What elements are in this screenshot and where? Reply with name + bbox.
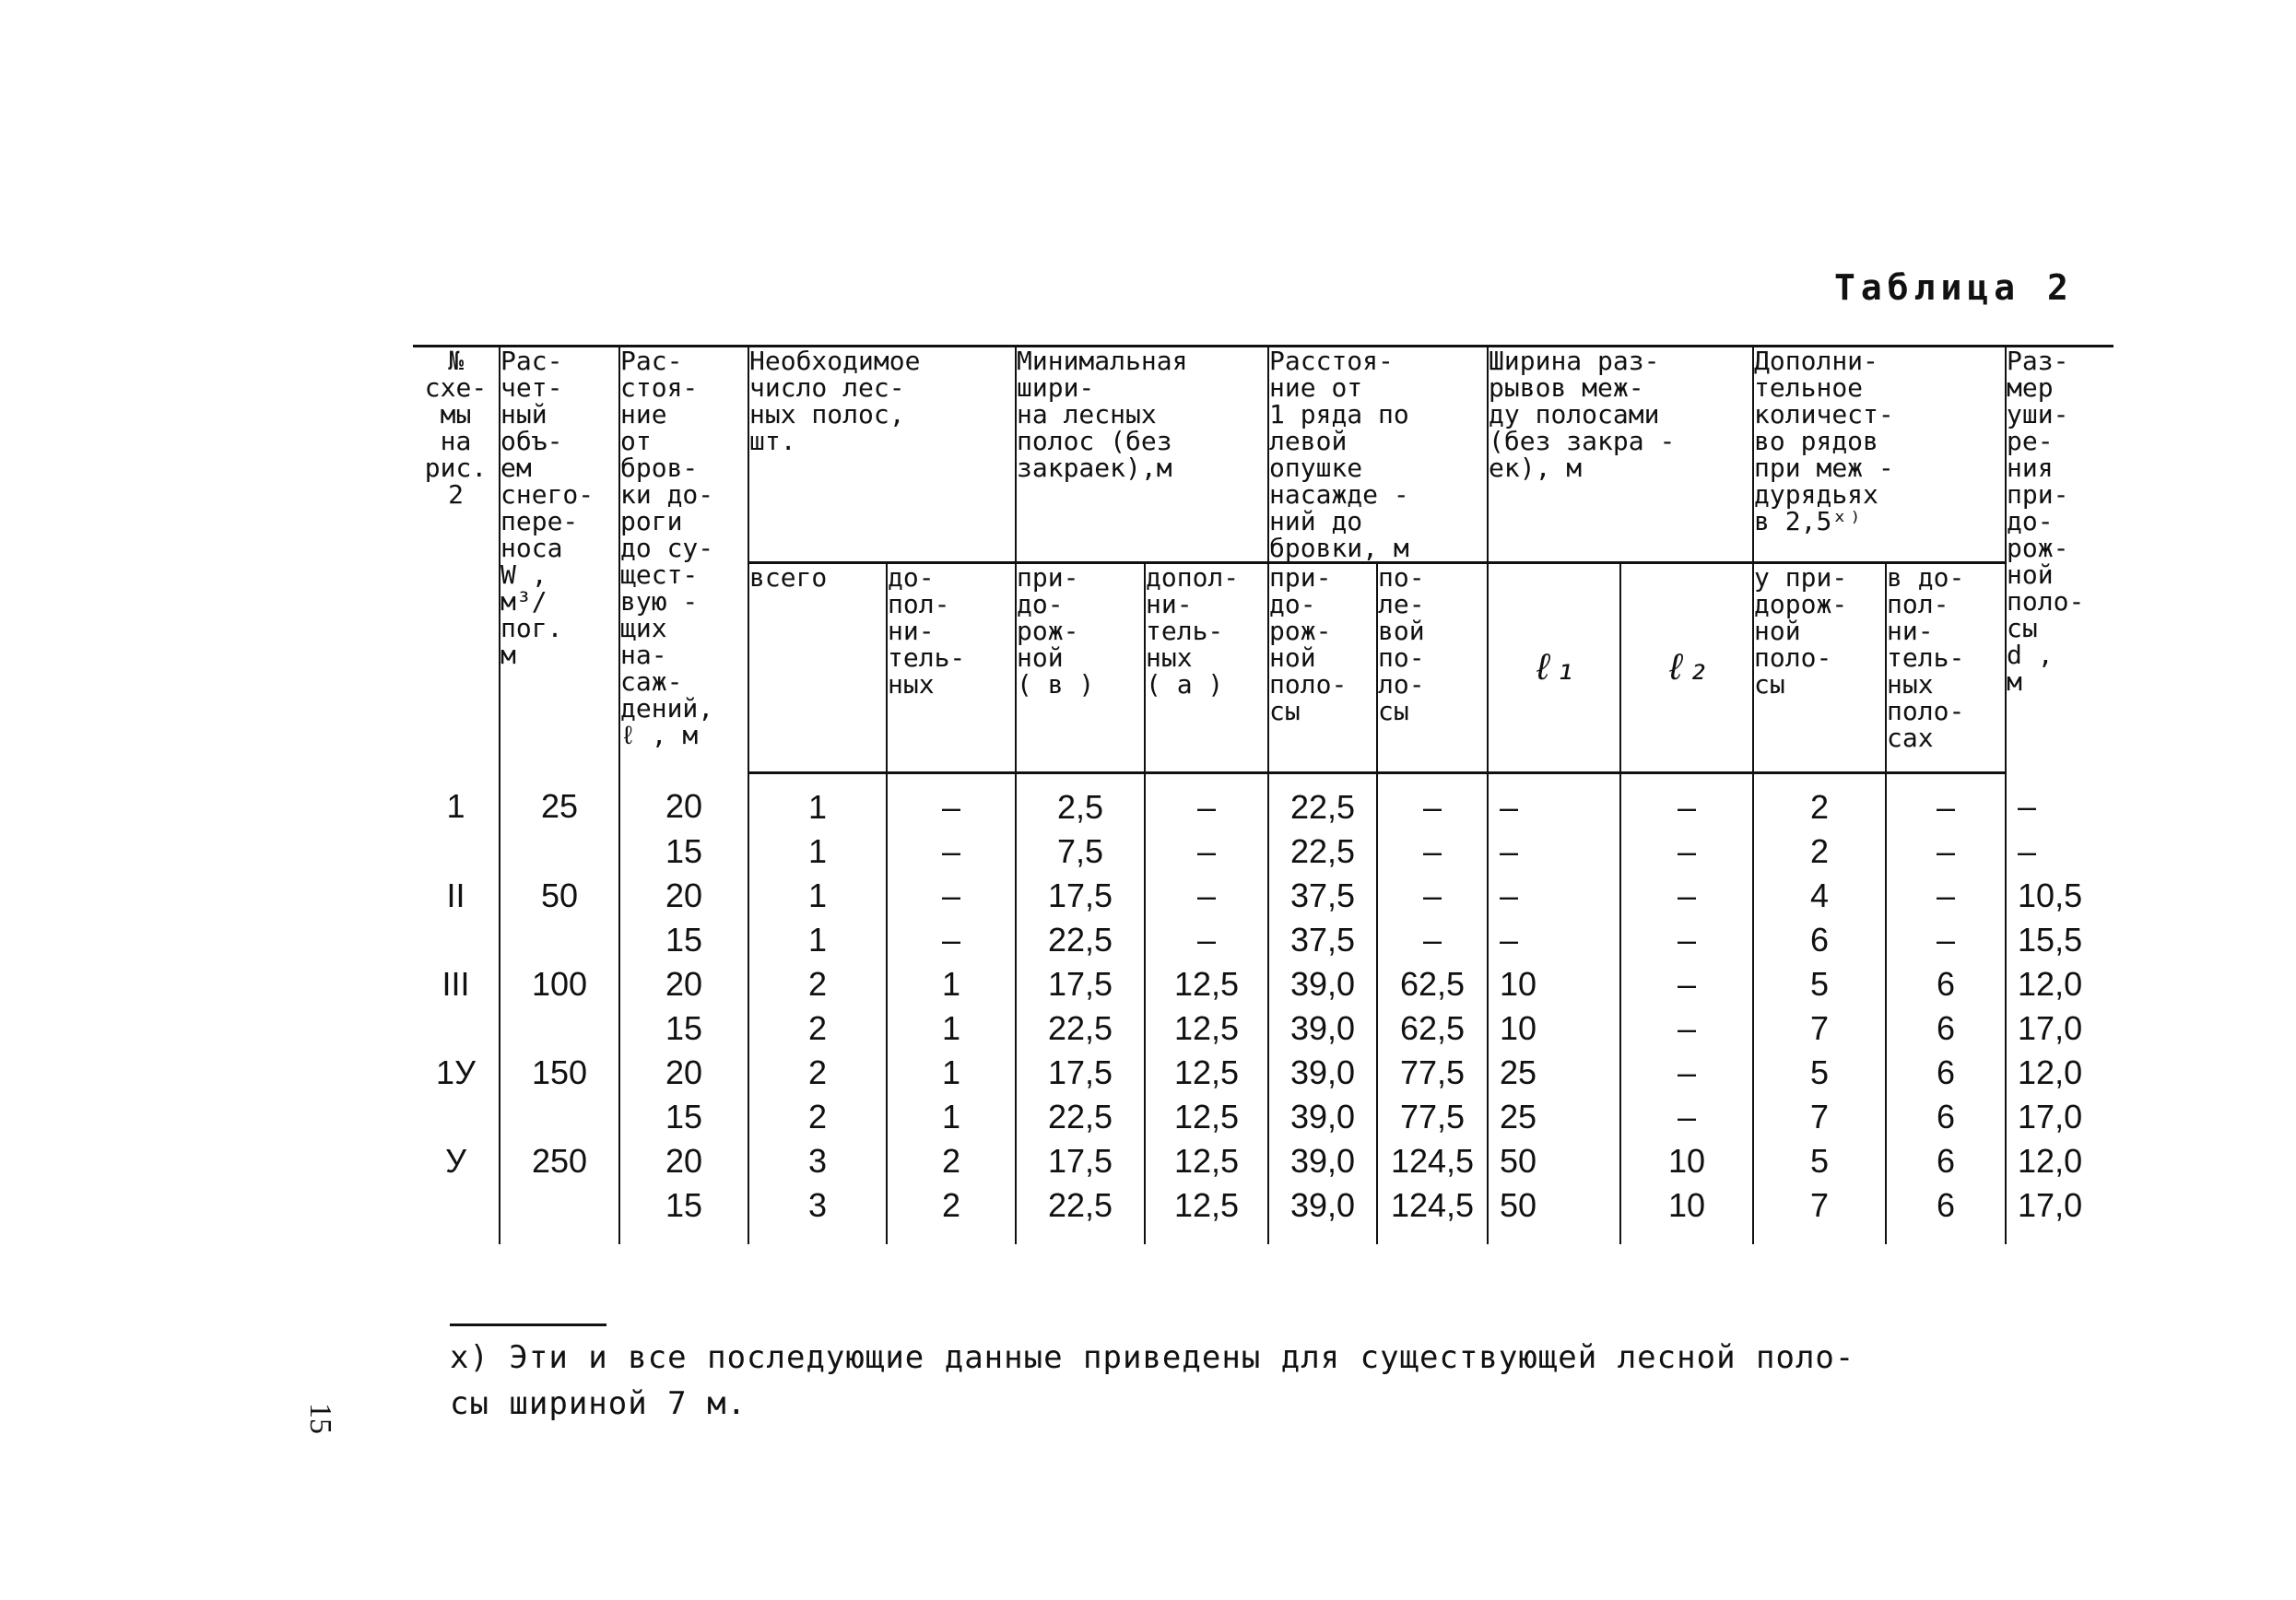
table-cell: 7 [1753, 1095, 1886, 1139]
table-cell: 22,5 [1016, 1006, 1145, 1051]
header-rows-additional: в до- пол- ни- тель- ных поло- сах [1886, 563, 2006, 773]
table-cell: 1 [748, 918, 887, 962]
table-cell: 12,0 [2006, 1051, 2113, 1095]
table-cell: – [1377, 773, 1488, 830]
table-cell: – [1488, 829, 1620, 874]
table-cell: 10 [1620, 1183, 1753, 1244]
table-cell [413, 1183, 500, 1244]
table-cell: 12,0 [2006, 1139, 2113, 1183]
table-cell: – [1620, 1051, 1753, 1095]
table-cell: 5 [1753, 1051, 1886, 1095]
table-cell: 6 [1886, 1006, 2006, 1051]
header-gap-l1: ℓ₁ [1488, 563, 1620, 773]
table-cell: – [1488, 773, 1620, 830]
table-cell: 1 [748, 829, 887, 874]
table-cell: – [1145, 829, 1268, 874]
table-cell: 2,5 [1016, 773, 1145, 830]
table-cell: 12,5 [1145, 1139, 1268, 1183]
table-cell: 15 [619, 1183, 748, 1244]
table-cell: 2 [1753, 773, 1886, 830]
table-container [413, 345, 2113, 1244]
table-cell: – [1377, 829, 1488, 874]
table-cell: 250 [500, 1139, 619, 1183]
table-cell: – [887, 918, 1016, 962]
table-cell: 17,5 [1016, 962, 1145, 1006]
table-cell: 10,5 [2006, 874, 2113, 918]
table-cell: 39,0 [1268, 1051, 1377, 1095]
table-cell [500, 1183, 619, 1244]
table-cell: 20 [619, 962, 748, 1006]
footnote-text: х) Эти и все последующие данные приведены для существующей лесной поло- сы шириной 7 м. [450, 1339, 1855, 1422]
table-row [413, 874, 2113, 918]
table-cell: 2 [748, 1095, 887, 1139]
data-table [413, 345, 2113, 1244]
table-cell: – [1620, 1006, 1753, 1051]
table-cell: – [1620, 829, 1753, 874]
table-row [413, 1183, 2113, 1244]
table-cell: 15 [619, 918, 748, 962]
table-cell [413, 1006, 500, 1051]
table-cell: – [1145, 773, 1268, 830]
table-cell: 100 [500, 962, 619, 1006]
header-gap-width: Ширина раз- рывов меж- ду полосами (без закра - ек), м [1488, 347, 1753, 563]
table-cell: 15 [619, 829, 748, 874]
table-cell: – [1620, 1095, 1753, 1139]
table-cell: – [1886, 829, 2006, 874]
table-cell: 20 [619, 874, 748, 918]
header-width-roadside: при- до- рож- ной ( в ) [1016, 563, 1145, 773]
header-min-strip-width: Минимальная шири- на лесных полос (без закраек),м [1016, 347, 1268, 563]
header-gap-l2: ℓ₂ [1620, 563, 1753, 773]
table-cell: 39,0 [1268, 1183, 1377, 1244]
table-row [413, 1139, 2113, 1183]
table-cell: 62,5 [1377, 1006, 1488, 1051]
table-cell: 6 [1886, 1095, 2006, 1139]
table-cell [413, 829, 500, 874]
table-cell: 50 [1488, 1183, 1620, 1244]
table-cell: 15,5 [2006, 918, 2113, 962]
table-cell: 1 [887, 962, 1016, 1006]
table-cell: 2 [748, 962, 887, 1006]
table-cell: 2 [887, 1139, 1016, 1183]
table-cell [413, 918, 500, 962]
header-distance-to-plantings: Рас- стоя- ние от бров- ки до- роги до су- щест- вую - щих на- саж- дений, ℓ , м [619, 347, 748, 773]
table-cell: 22,5 [1016, 1095, 1145, 1139]
table-cell: 3 [748, 1183, 887, 1244]
table-cell: 1 [748, 874, 887, 918]
header-snow-volume: Рас- чет- ный объ- ем снего- пере- носа W , м³/ пог. м [500, 347, 619, 773]
table-cell: 50 [1488, 1139, 1620, 1183]
table-cell: 5 [1753, 962, 1886, 1006]
table-cell: 1 [887, 1006, 1016, 1051]
table-row [413, 962, 2113, 1006]
table-cell: 22,5 [1268, 773, 1377, 830]
header-width-additional: допол- ни- тель- ных ( а ) [1145, 563, 1268, 773]
table-cell: 4 [1753, 874, 1886, 918]
table-cell: 6 [1753, 918, 1886, 962]
table-cell: 12,5 [1145, 1051, 1268, 1095]
table-cell: 12,5 [1145, 1095, 1268, 1139]
table-cell: 17,0 [2006, 1006, 2113, 1051]
table-cell: 39,0 [1268, 962, 1377, 1006]
table-cell: II [413, 874, 500, 918]
table-cell: 150 [500, 1051, 619, 1095]
table-cell: 2 [887, 1183, 1016, 1244]
table-cell: 12,0 [2006, 962, 2113, 1006]
table-row [413, 1095, 2113, 1139]
table-cell: – [2006, 829, 2113, 874]
table-cell: 3 [748, 1139, 887, 1183]
header-widening-size: Раз- мер уши- ре- ния при- до- рож- ной поло- сы d , м [2006, 347, 2113, 773]
table-cell: – [1886, 773, 2006, 830]
table-cell: 25 [1488, 1051, 1620, 1095]
table-cell [413, 1095, 500, 1139]
table-cell: 2 [1753, 829, 1886, 874]
table-body [413, 773, 2113, 1245]
header-rows-roadside: у при- дорож- ной поло- сы [1753, 563, 1886, 773]
table-cell: 1 [887, 1095, 1016, 1139]
table-cell: 77,5 [1377, 1095, 1488, 1139]
table-cell: 37,5 [1268, 918, 1377, 962]
table-cell: 20 [619, 1051, 748, 1095]
table-cell: 12,5 [1145, 962, 1268, 1006]
table-cell: 39,0 [1268, 1095, 1377, 1139]
table-cell: 20 [619, 773, 748, 830]
table-cell: – [887, 773, 1016, 830]
table-cell: 17,5 [1016, 1051, 1145, 1095]
table-cell: 2 [748, 1006, 887, 1051]
table-cell: 39,0 [1268, 1139, 1377, 1183]
table-cell: – [1488, 874, 1620, 918]
table-cell: 50 [500, 874, 619, 918]
table-cell: 6 [1886, 1183, 2006, 1244]
table-cell: 17,0 [2006, 1183, 2113, 1244]
table-cell: 6 [1886, 1139, 2006, 1183]
table-cell: 7,5 [1016, 829, 1145, 874]
table-cell: 10 [1620, 1139, 1753, 1183]
table-cell: 6 [1886, 1051, 2006, 1095]
table-cell: 22,5 [1016, 918, 1145, 962]
header-strip-count: Необходимое число лес- ных полос, шт. [748, 347, 1016, 563]
table-cell: 77,5 [1377, 1051, 1488, 1095]
table-cell: 124,5 [1377, 1139, 1488, 1183]
table-cell: – [887, 874, 1016, 918]
table-cell: 15 [619, 1006, 748, 1051]
table-cell: 25 [1488, 1095, 1620, 1139]
table-cell: 12,5 [1145, 1006, 1268, 1051]
table-cell: – [1377, 874, 1488, 918]
table-cell: 17,5 [1016, 1139, 1145, 1183]
table-cell: – [1145, 874, 1268, 918]
table-row [413, 773, 2113, 830]
footnote [450, 1335, 2127, 1427]
table-cell: 20 [619, 1139, 748, 1183]
table-cell: – [1377, 918, 1488, 962]
table-cell: 10 [1488, 1006, 1620, 1051]
table-cell: 7 [1753, 1006, 1886, 1051]
table-cell: – [2006, 773, 2113, 830]
table-cell: 1 [413, 773, 500, 830]
table-cell: – [1620, 962, 1753, 1006]
header-extra-rows: Дополни- тельное количест- во рядов при меж - дурядьях в 2,5ˣ⁾ [1753, 347, 2006, 563]
header-distance-roadside: при- до- рож- ной поло- сы [1268, 563, 1377, 773]
table-cell: 12,5 [1145, 1183, 1268, 1244]
table-cell: 37,5 [1268, 874, 1377, 918]
table-cell: – [1488, 918, 1620, 962]
footnote-divider [450, 1324, 606, 1326]
table-cell [500, 1095, 619, 1139]
table-cell: У [413, 1139, 500, 1183]
table-cell: 124,5 [1377, 1183, 1488, 1244]
header-row-distance: Расстоя- ние от 1 ряда по левой опушке насажде - ний до бровки, м [1268, 347, 1488, 563]
header-strips-additional: до- пол- ни- тель- ных [887, 563, 1016, 773]
table-cell: 1 [887, 1051, 1016, 1095]
table-caption: Таблица 2 [1834, 267, 2074, 308]
table-cell: 22,5 [1016, 1183, 1145, 1244]
table-cell: 22,5 [1268, 829, 1377, 874]
table-cell: 25 [500, 773, 619, 830]
table-cell: 17,5 [1016, 874, 1145, 918]
table-cell: 2 [748, 1051, 887, 1095]
table-cell: 15 [619, 1095, 748, 1139]
page-number: 15 [303, 1403, 337, 1434]
table-row [413, 1006, 2113, 1051]
table-cell: 5 [1753, 1139, 1886, 1183]
table-row [413, 1051, 2113, 1095]
header-distance-field: по- ле- вой по- ло- сы [1377, 563, 1488, 773]
table-cell: 1У [413, 1051, 500, 1095]
table-cell [500, 1006, 619, 1051]
table-cell: 6 [1886, 962, 2006, 1006]
table-cell: 1 [748, 773, 887, 830]
table-cell: – [1886, 874, 2006, 918]
table-cell [500, 829, 619, 874]
table-cell: 7 [1753, 1183, 1886, 1244]
table-row [413, 829, 2113, 874]
table-cell: – [1620, 918, 1753, 962]
table-row [413, 918, 2113, 962]
table-cell: 10 [1488, 962, 1620, 1006]
table-cell: – [1145, 918, 1268, 962]
table-cell: – [1620, 874, 1753, 918]
header-strips-total: всего [748, 563, 887, 773]
table-cell: – [1886, 918, 2006, 962]
table-cell [500, 918, 619, 962]
table-cell: 17,0 [2006, 1095, 2113, 1139]
table-cell: – [887, 829, 1016, 874]
table-cell: 62,5 [1377, 962, 1488, 1006]
table-cell: 39,0 [1268, 1006, 1377, 1051]
table-cell: – [1620, 773, 1753, 830]
table-cell: III [413, 962, 500, 1006]
header-scheme-number: № схе- мы на рис. 2 [413, 347, 500, 773]
